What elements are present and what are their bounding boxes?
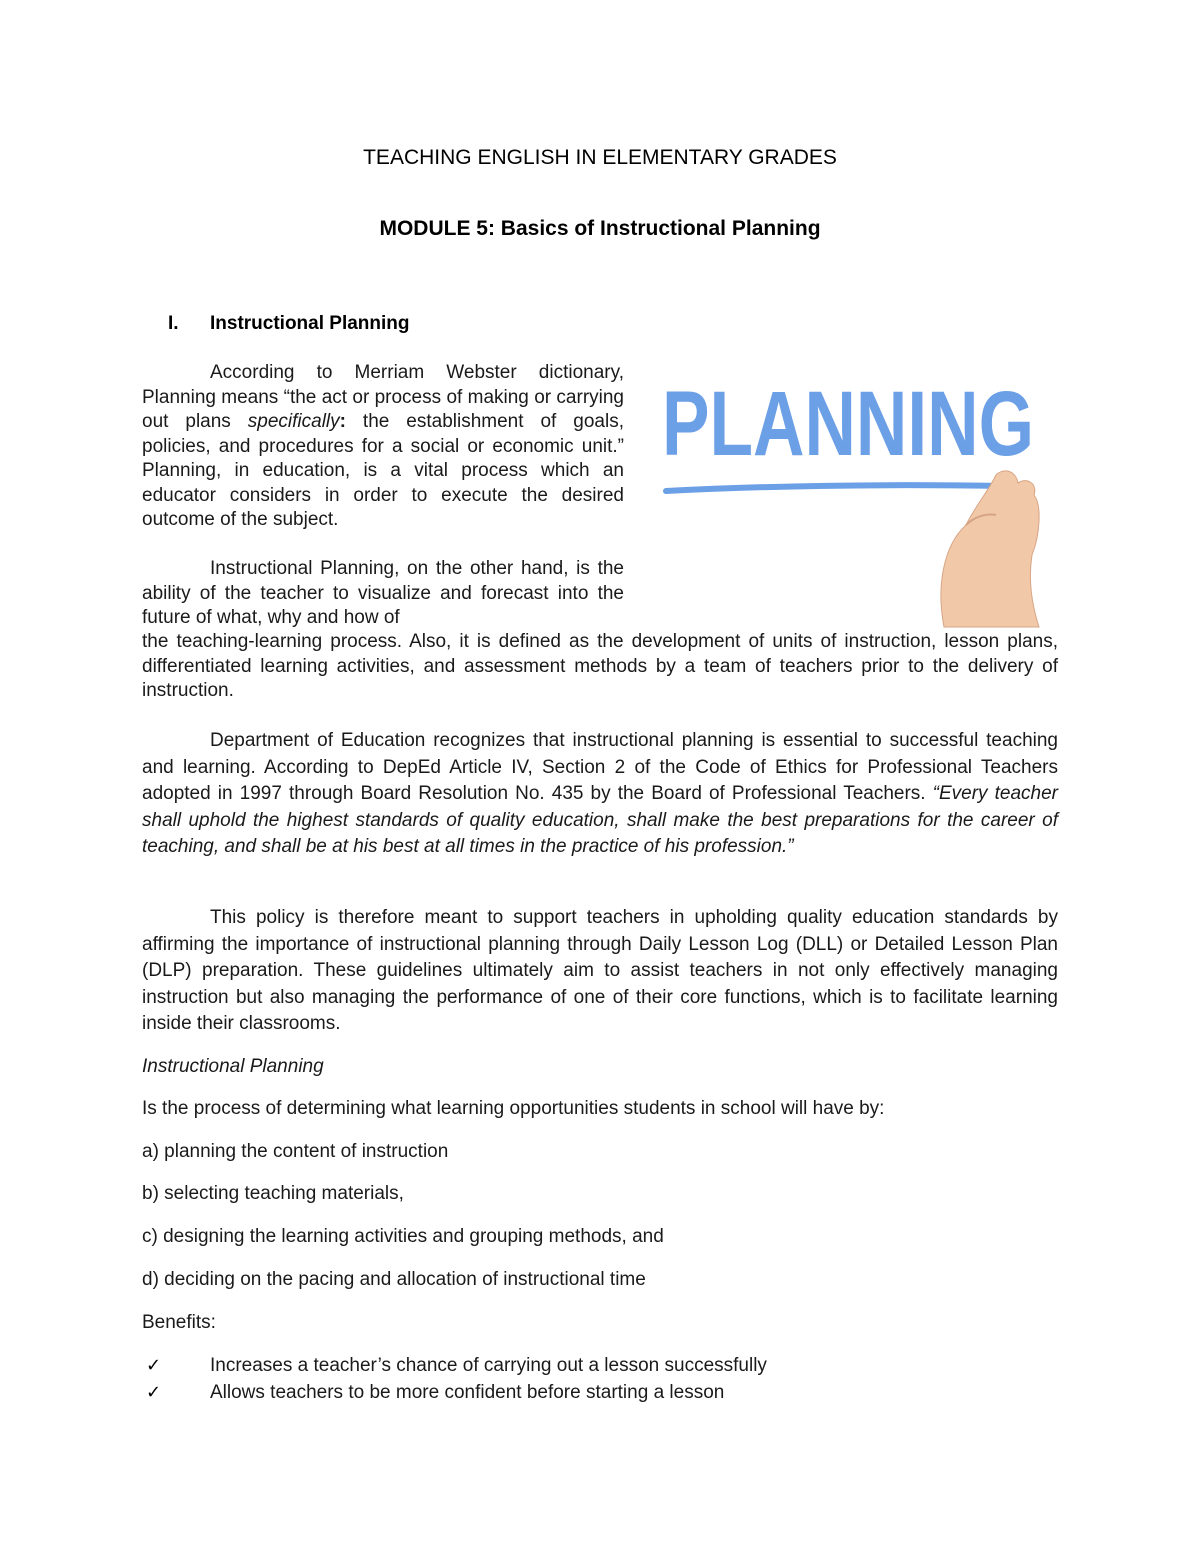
module-label: MODULE 5: xyxy=(379,217,495,240)
text-run: the establishment of goals, policies, and procedures for a social or economic unit.” Planning, in education, is a vital process which an educator considers in order to execute the desired outcome of the subject. xyxy=(142,411,624,530)
planning-illustration xyxy=(654,355,1044,627)
module-title xyxy=(0,217,1200,241)
benefit-item xyxy=(142,1379,767,1406)
step-item: b) selecting teaching materials, xyxy=(142,1183,404,1204)
section-number: I. xyxy=(168,313,179,334)
hand-shape xyxy=(941,471,1039,627)
paragraph-instructional-planning: Instructional Planning, on the other hand, is the ability of the teacher to visualize and forecast into the future of what, why and how of xyxy=(142,558,624,628)
subheading-instructional-planning: Instructional Planning xyxy=(142,1056,324,1077)
benefits-label: Benefits: xyxy=(142,1312,216,1333)
checkmark-icon: ✓ xyxy=(146,1382,162,1402)
text-run: Department of Education recognizes that instructional planning is essential to successful teaching and learning. According to DepEd Article IV, Section 2 of the Code of Ethics for Professional Teachers adopted in 1997 through Board Resolution No. 435 by the Board of Professional Teachers. xyxy=(142,730,1058,804)
paragraph-definition xyxy=(142,361,624,533)
module-name: Basics of Instructional Planning xyxy=(494,217,821,240)
course-title: TEACHING ENGLISH IN ELEMENTARY GRADES xyxy=(363,146,837,169)
step-item: c) designing the learning activities and grouping methods, and xyxy=(142,1226,664,1247)
section-title: Instructional Planning xyxy=(210,313,410,334)
step-item: a) planning the content of instruction xyxy=(142,1141,449,1162)
benefit-item xyxy=(142,1352,767,1379)
section-heading xyxy=(168,313,410,335)
italic-quote: “Every teacher shall uphold the highest standards of quality education, shall make the best preparations for the career of teaching, and shall be at his best at all times in the practice of his profession.” xyxy=(142,783,1059,857)
checkmark-icon: ✓ xyxy=(146,1355,162,1375)
underline-stroke xyxy=(666,485,1004,491)
benefits-list xyxy=(142,1352,767,1406)
benefit-text: Allows teachers to be more confident before starting a lesson xyxy=(210,1382,725,1403)
paragraph-deped xyxy=(142,728,1058,861)
bold-run: : xyxy=(339,411,346,432)
step-item: d) deciding on the pacing and allocation of instructional time xyxy=(142,1269,646,1290)
text-run: According to Merriam Webster dictionary, Planning means “the act or process of making or carrying out plans xyxy=(142,362,624,432)
planning-word: PLANNING xyxy=(662,373,1034,475)
paragraph-instructional-planning-cont: the teaching-learning process. Also, it is defined as the development of units of instruction, lesson plans, differentiated learning activities, and assessment methods by a team of teachers prior to the delivery of instruction. xyxy=(142,631,1058,701)
italic-run: specifically xyxy=(247,411,340,432)
benefit-text: Increases a teacher’s chance of carrying out a lesson successfully xyxy=(210,1355,767,1376)
paragraph-process: Is the process of determining what learning opportunities students in school will have by: xyxy=(142,1098,885,1119)
paragraph-policy: This policy is therefore meant to support teachers in upholding quality education standards by affirming the importance of instructional planning through Daily Lesson Log (DLL) or Detailed Lesson Plan (DLP) preparation. These guidelines ultimately aim to assist teachers in not only effectively managing instruction but also managing the performance of one of their core functions, which is to facilitate learning inside their classrooms. xyxy=(142,907,1058,1034)
